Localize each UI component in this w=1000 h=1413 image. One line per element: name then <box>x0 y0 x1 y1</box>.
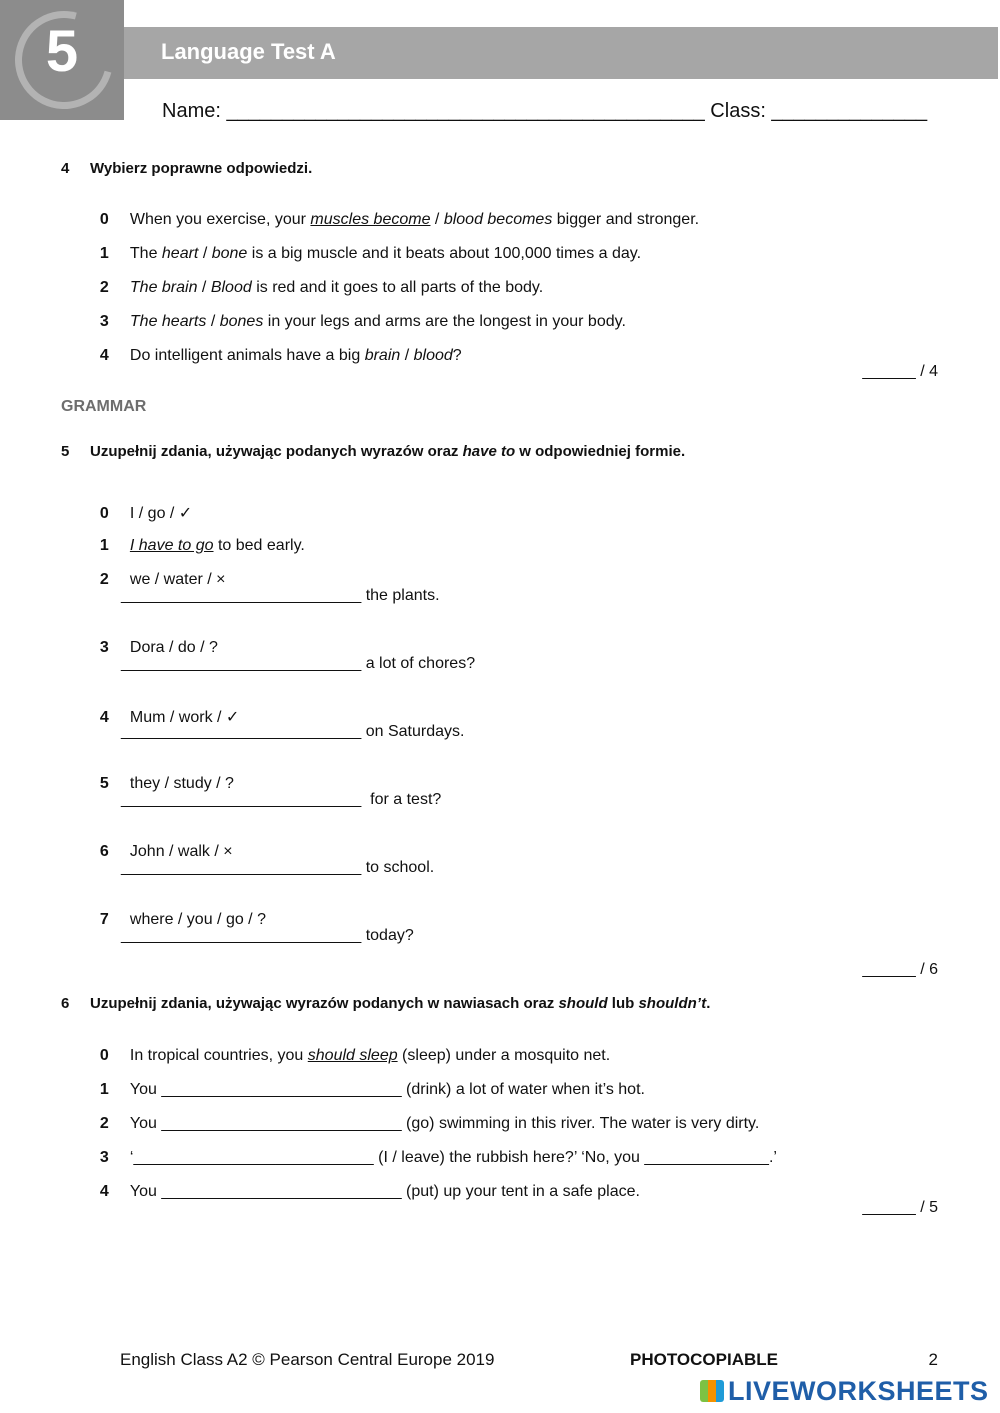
item-number: 1 <box>99 245 109 262</box>
ex5-item-1 <box>91 519 305 555</box>
ex5-answer-line-2[interactable]: ___________________________ the plants. <box>121 587 440 604</box>
item-number: 2 <box>99 1115 109 1132</box>
ex6-item-2 <box>91 1097 759 1133</box>
ex6-item-3 <box>91 1131 777 1167</box>
ex5-item-3 <box>91 621 218 657</box>
page-title: Language Test A <box>161 39 336 64</box>
exercise-instruction: w odpowiedniej formie. <box>515 443 686 460</box>
exercise-number: 6 <box>61 995 70 1012</box>
separator: / <box>198 245 212 262</box>
item-number: 0 <box>99 211 109 228</box>
item-number: 4 <box>99 347 109 364</box>
item-number: 2 <box>99 571 109 588</box>
item-number: 1 <box>99 537 109 554</box>
ex4-score: ______ / 4 <box>862 363 938 380</box>
item-number: 5 <box>99 775 109 792</box>
exercise-6-heading <box>61 995 710 1012</box>
option-a[interactable]: The hearts <box>129 313 207 330</box>
ex5-score: ______ / 6 <box>862 961 938 978</box>
ex5-answer-line-4[interactable]: ___________________________ on Saturdays. <box>121 723 465 740</box>
item-text: When you exercise, your <box>129 211 311 228</box>
item-text: is a big muscle and it beats about 100,000 times a day. <box>247 245 642 262</box>
separator: / <box>206 313 220 330</box>
item-prompt: Dora / do / ? <box>129 639 218 656</box>
exercise-number: 5 <box>61 443 70 460</box>
item-prompt: where / you / go / ? <box>129 911 266 928</box>
item-text: Do intelligent animals have a big <box>129 347 365 364</box>
option-b[interactable]: blood <box>413 347 453 364</box>
ex4-item-1 <box>91 227 641 263</box>
ex5-item-4 <box>91 689 239 727</box>
option-a[interactable]: The brain <box>129 279 198 296</box>
exercise-5-heading <box>61 443 685 460</box>
option-b[interactable]: bone <box>211 245 248 262</box>
ex4-item-0 <box>91 193 699 229</box>
exercise-instruction: . <box>706 995 711 1012</box>
option-a-selected[interactable]: muscles become <box>310 211 431 228</box>
item-number: 2 <box>99 279 109 296</box>
item-text: in your legs and arms are the longest in your body. <box>263 313 626 330</box>
item-number: 0 <box>99 505 109 522</box>
item-prompt: John / walk / × <box>129 843 233 860</box>
separator: / <box>400 347 414 364</box>
ex4-item-3 <box>91 295 626 331</box>
item-text-with-blank[interactable]: ‘___________________________ (I / leave) the rubbish here?’ ‘No, you ______________.’ <box>129 1149 777 1166</box>
item-number: 3 <box>99 313 109 330</box>
item-number: 6 <box>99 843 109 860</box>
exercise-instruction: lub <box>607 995 639 1012</box>
item-prompt: we / water / × <box>129 571 226 588</box>
footer-copyright: English Class A2 © Pearson Central Europe 2019 <box>120 1350 495 1369</box>
ex5-item-7 <box>91 893 266 929</box>
name-class-line: Name: ___________________________________________ Class: ______________ <box>162 100 928 122</box>
exercise-instruction-emphasis: have to <box>462 443 516 460</box>
ex6-score: ______ / 5 <box>862 1199 938 1216</box>
liveworksheets-logo-icon <box>700 1380 724 1402</box>
item-text: The <box>129 245 162 262</box>
example-answer: I have to go <box>129 537 214 554</box>
option-a[interactable]: brain <box>364 347 401 364</box>
item-prompt: I / go / ✓ <box>129 505 193 522</box>
option-b[interactable]: Blood <box>210 279 252 296</box>
item-text: ? <box>452 347 462 364</box>
item-number: 7 <box>99 911 109 928</box>
exercise-instruction: Uzupełnij zdania, używając podanych wyrazów oraz <box>90 443 463 460</box>
ex5-answer-line-7[interactable]: ___________________________ today? <box>121 927 414 944</box>
item-text: is red and it goes to all parts of the body. <box>251 279 544 296</box>
separator: / <box>197 279 211 296</box>
ex4-item-4 <box>91 329 462 365</box>
option-b[interactable]: bones <box>219 313 264 330</box>
ex6-item-0 <box>91 1029 610 1065</box>
item-prompt: Mum / work / ✓ <box>129 709 240 726</box>
exercise-number: 4 <box>61 160 70 177</box>
ex5-answer-line-6[interactable]: ___________________________ to school. <box>121 859 435 876</box>
item-number: 0 <box>99 1047 109 1064</box>
item-number: 3 <box>99 1149 109 1166</box>
ex5-item-6 <box>91 825 233 861</box>
item-text-with-blank[interactable]: You ___________________________ (go) swimming in this river. The water is very dirty. <box>129 1115 760 1132</box>
item-text: bigger and stronger. <box>552 211 700 228</box>
exercise-instruction: Wybierz poprawne odpowiedzi. <box>90 160 313 177</box>
item-prompt: they / study / ? <box>129 775 234 792</box>
item-text-with-blank[interactable]: You ___________________________ (drink) a lot of water when it’s hot. <box>129 1081 645 1098</box>
ex6-item-4 <box>91 1165 640 1201</box>
ex5-answer-line-5[interactable]: ___________________________ for a test? <box>121 791 442 808</box>
item-text-with-blank[interactable]: You ___________________________ (put) up your tent in a safe place. <box>129 1183 640 1200</box>
title-bar <box>124 27 998 79</box>
separator: / <box>430 211 444 228</box>
ex5-item-2 <box>91 553 225 589</box>
item-number: 3 <box>99 639 109 656</box>
page-number: 2 <box>928 1350 938 1369</box>
unit-badge <box>0 0 124 120</box>
option-b[interactable]: blood becomes <box>443 211 553 228</box>
logo-text: LIVEWORKSHEETS <box>728 1376 989 1406</box>
exercise-instruction-emphasis: should <box>558 995 608 1012</box>
item-number: 4 <box>99 709 109 726</box>
option-a[interactable]: heart <box>161 245 199 262</box>
exercise-instruction: Uzupełnij zdania, używając wyrazów podanych w nawiasach oraz <box>90 995 559 1012</box>
example-answer: should sleep <box>307 1047 398 1064</box>
ex5-answer-line-3[interactable]: ___________________________ a lot of chores? <box>121 655 476 672</box>
exercise-instruction-emphasis: shouldn’t <box>638 995 707 1012</box>
ex4-item-2 <box>91 261 543 297</box>
item-text: In tropical countries, you <box>129 1047 308 1064</box>
footer-photocopiable: PHOTOCOPIABLE <box>630 1350 778 1369</box>
ex5-item-5 <box>91 757 234 793</box>
ex5-item-0 <box>91 485 192 523</box>
unit-number: 5 <box>45 19 79 84</box>
item-text: (sleep) under a mosquito net. <box>397 1047 611 1064</box>
exercise-4-heading <box>61 160 312 177</box>
item-number: 1 <box>99 1081 109 1098</box>
item-text: to bed early. <box>213 537 305 554</box>
item-number: 4 <box>99 1183 109 1200</box>
liveworksheets-logo <box>700 1376 989 1407</box>
ex6-item-1 <box>91 1063 645 1099</box>
section-title-grammar: GRAMMAR <box>61 398 147 415</box>
